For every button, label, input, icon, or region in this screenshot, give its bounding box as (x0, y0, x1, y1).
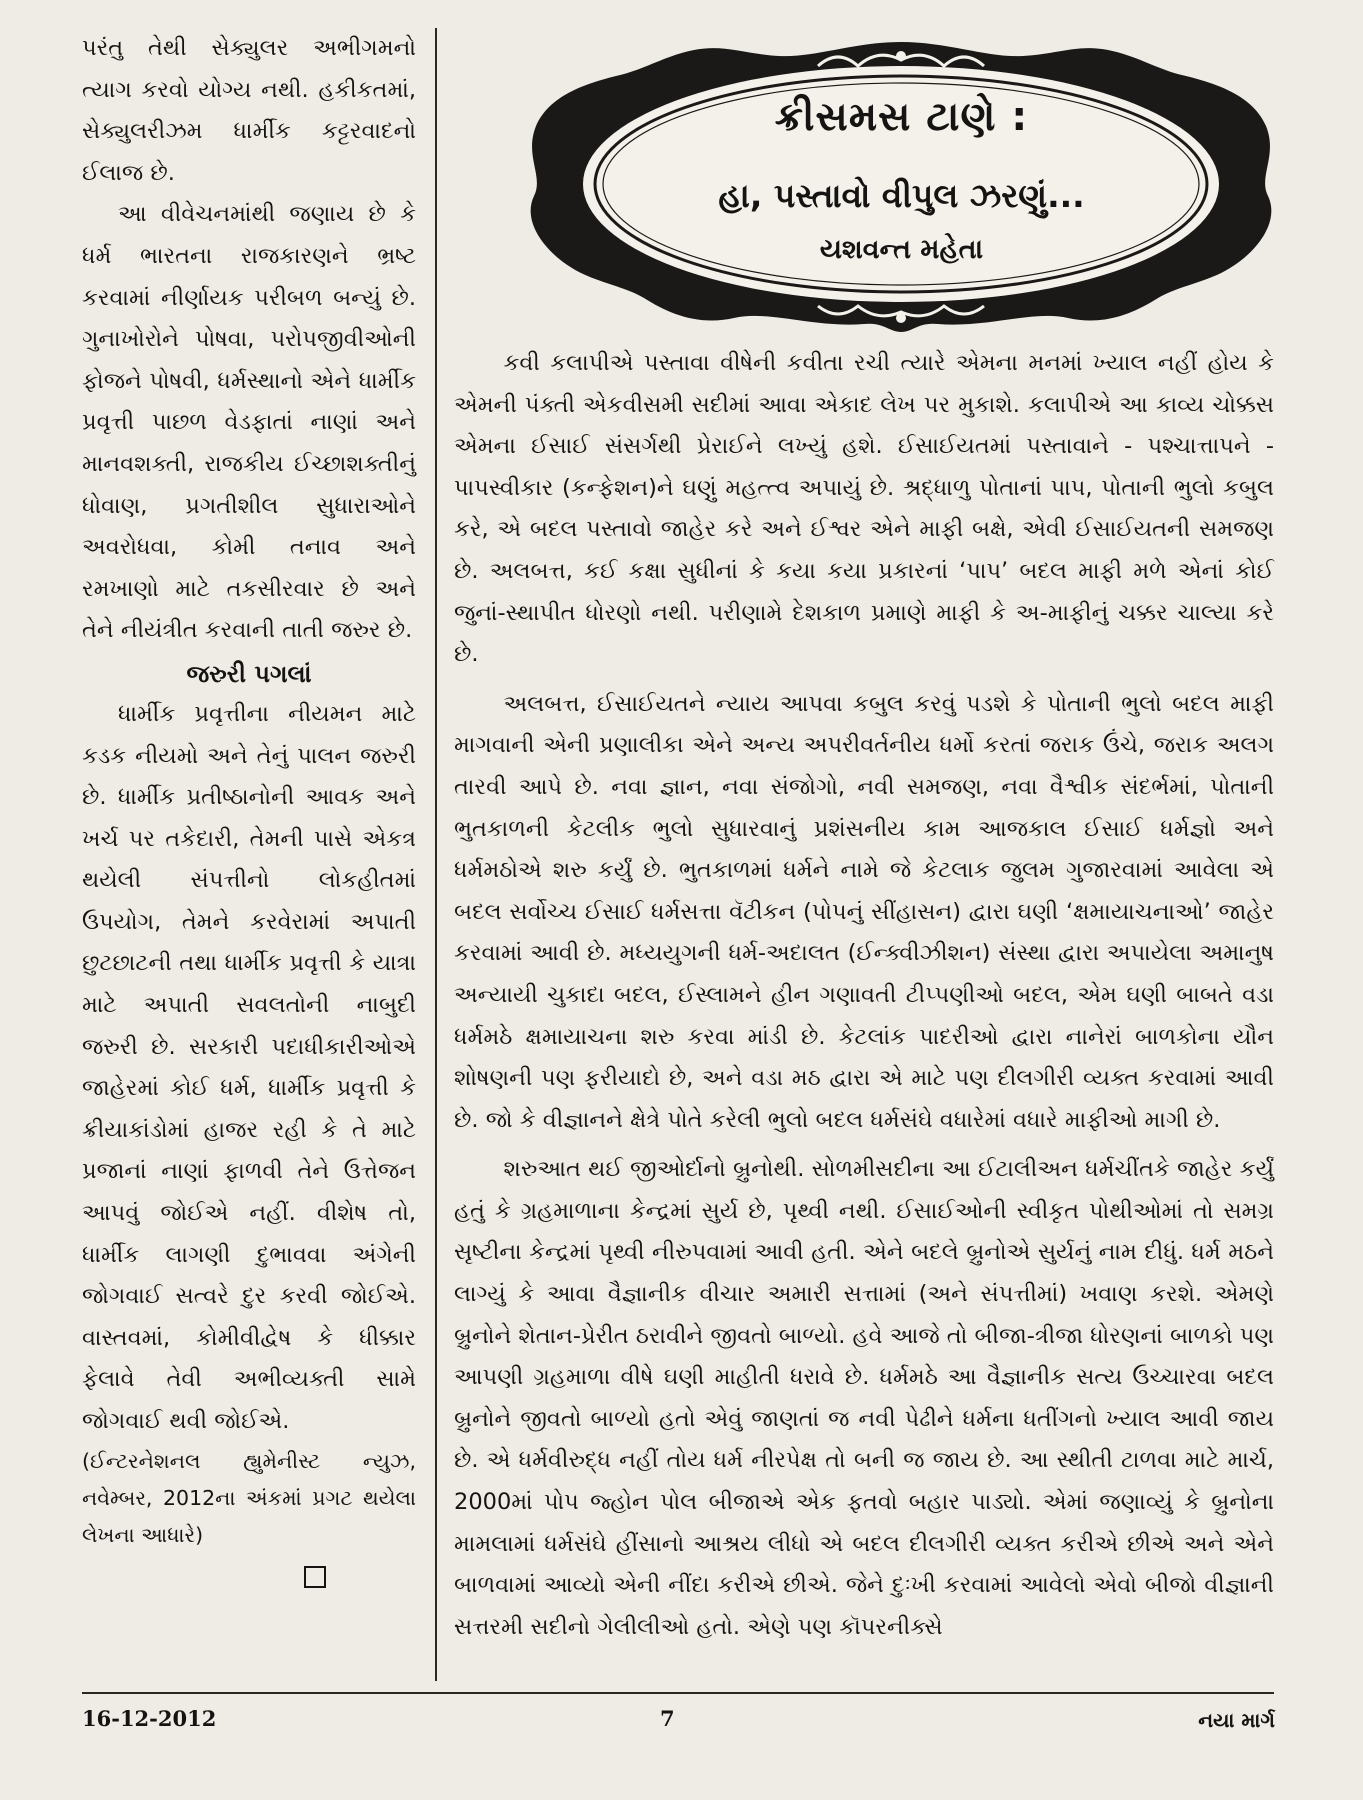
article-title: ક્રીસમસ ટાણે : (774, 94, 1029, 140)
footer-divider (82, 1692, 1274, 1694)
column-divider (435, 28, 437, 1681)
page-number: 7 (660, 1706, 675, 1731)
article-body (454, 343, 1274, 1656)
publication-name: નયા માર્ગ (1198, 1708, 1275, 1732)
source-note: (ઈન્ટરનેશનલ હ્યુમેનીસ્ટ ન્યુઝ, નવેમ્બર, 2012ના અંકમાં પ્રગટ થયેલા લેખના આધારે) (82, 1448, 416, 1547)
left-column (82, 28, 416, 1588)
end-of-article-mark (304, 1566, 326, 1588)
article-paragraph-1: કવી કલાપીએ પસ્તાવા વીષેની કવીતા રચી ત્યારે એમના મનમાં ખ્યાલ નહીં હોય કે એમની પંક્તી એકવીસમી સદીમાં આવા એકાદ લેખ પર મુકાશે. કલાપીએ આ કાવ્ય ચોક્કસ એમના ઈસાઈ સંસર્ગથી પ્રેરાઈને લખ્યું હશે. ઈસાઈયતમાં પસ્તાવાને - પશ્ચાત્તાપને - પાપસ્વીકાર (કન્ફેશન)ને ઘણું મહત્ત્વ અપાયું છે. શ્રદ્ધાળુ પોતાનાં પાપ, પોતાની ભુલો કબુલ કરે, એ બદલ પસ્તાવો જાહેર કરે અને ઈશ્વર એને માફી બક્ષે, એવી ઈસાઈયતની સમજણ છે. અલબત્ત, કઈ કક્ષા સુધીનાં કે કયા કયા પ્રકારનાં ‘પાપ’ બદલ માફી મળે એનાં કોઈ જુનાં-સ્થાપીત ધોરણો નથી. પરીણામે દેશકાળ પ્રમાણે માફી કે અ-માફીનું ચક્કર ચાલ્યા કરે છે. (454, 350, 1274, 668)
article-paragraph-2: અલબત્ત, ઈસાઈયતને ન્યાય આપવા કબુલ કરવું પડશે કે પોતાની ભુલો બદલ માફી માગવાની એની પ્રણાલીકા એને અન્ય અપરીવર્તનીય ધર્મો કરતાં જરાક ઉંચે, જરાક અલગ તારવી આપે છે. નવા જ્ઞાન, નવા સંજોગો, નવી સમજણ, નવા વૈશ્વીક સંદર્ભમાં, પોતાની ભુતકાળની કેટલીક ભુલો સુધારવાનું પ્રશંસનીય કામ આજકાલ ઈસાઈ ધર્મજ્ઞો અને ધર્મમઠોએ શરુ કર્યું છે. ભુતકાળમાં ધર્મને નામે જે કેટલાક જુલમ ગુજારવામાં આવેલા એ બદલ સર્વોચ્ચ ઈસાઈ ધર્મસત્તા વૅટીકન (પોપનું સીંહાસન) દ્વારા ઘણી ‘ક્ષમાયાચનાઓ’ જાહેર કરવામાં આવી છે. મધ્યયુગની ધર્મ-અદાલત (ઈન્ક્વીઝીશન) સંસ્થા દ્વારા અપાયેલા અમાનુષ અન્યાયી ચુકાદા બદલ, ઈસ્લામને હીન ગણાવતી ટીપ્પણીઓ બદલ, એમ ઘણી બાબતે વડા ધર્મમઠે ક્ષમાયાચના શરુ કરવા માંડી છે. કેટલાંક પાદરીઓ દ્વારા નાનેરાં બાળકોના યૌન શોષણની પણ ફરીયાદો છે, અને વડા મઠ દ્વારા એ માટે પણ દીલગીરી વ્યક્ત કરવામાં આવી છે. જો કે વીજ્ઞાનને ક્ષેત્રે પોતે કરેલી ભુલો બદલ ધર્મસંઘે વધારેમાં વધારે માફીઓ માગી છે. (454, 690, 1274, 1133)
issue-date: 16-12-2012 (82, 1706, 217, 1731)
title-cartouche (518, 36, 1285, 332)
section-heading: જરુરી પગલાં (186, 659, 312, 688)
left-paragraph-3: ધાર્મીક પ્રવૃત્તીના નીયમન માટે કડક નીયમો અને તેનું પાલન જરુરી છે. ધાર્મીક પ્રતીષ્ઠાનોની આવક અને ખર્ચ પર તકેદારી, તેમની પાસે એકત્ર થયેલી સંપત્તીનો લોકહીતમાં ઉપયોગ, તેમને કરવેરામાં અપાતી છુટછાટની તથા ધાર્મીક પ્રવૃત્તી કે યાત્રા માટે અપાતી સવલતોની નાબુદી જરુરી છે. સરકારી પદાધીકારીઓએ જાહેરમાં કોઈ ધર્મ, ધાર્મીક પ્રવૃત્તી કે ક્રીયાકાંડોમાં હાજર રહી કે તે માટે પ્રજાનાં નાણાં ફાળવી તેને ઉત્તેજન આપવું જોઈએ નહીં. વીશેષ તો, ધાર્મીક લાગણી દુભાવવા અંગેની જોગવાઈ સત્વરે દુર કરવી જોઈએ. વાસ્તવમાં, કોમીવીદ્વેષ કે ધીક્કાર ફેલાવે તેવી અભીવ્યક્તી સામે જોગવાઈ થવી જોઈએ. (82, 700, 416, 1434)
left-paragraph-2: આ વીવેચનમાંથી જણાય છે કે ધર્મ ભારતના રાજકારણને ભ્રષ્ટ કરવામાં નીર્ણાયક પરીબળ બન્યું છે. ગુનાખોરોને પોષવા, પરોપજીવીઓની ફોજને પોષવી, ધર્મસ્થાનો એને ધાર્મીક પ્રવૃત્તી પાછળ વેડફાતાં નાણાં અને માનવશક્તી, રાજકીય ઈચ્છાશક્તીનું ધોવાણ, પ્રગતીશીલ સુધારાઓને અવરોધવા, કોમી તનાવ અને રમખાણો માટે તકસીરવાર છે અને તેને નીયંત્રીત કરવાની તાતી જરુર છે. (82, 201, 416, 644)
article-subtitle: હા, પસ્તાવો વીપુલ ઝરણું... (718, 176, 1085, 215)
article-author: યશવન્ત મહેતા (819, 234, 984, 265)
left-paragraph-1: પરંતુ તેથી સેક્યુલર અભીગમનો ત્યાગ કરવો યોગ્ય નથી. હકીકતમાં, સેક્યુલરીઝમ ધાર્મીક કટ્ટરવાદનો ઈલાજ છે. (82, 35, 416, 186)
article-paragraph-3: શરુઆત થઈ જીઓર્દાનો બ્રુનોથી. સોળમીસદીના આ ઈટાલીઅન ધર્મચીંતકે જાહેર કર્યું હતું કે ગ્રહમાળાના કેન્દ્રમાં સુર્ય છે, પૃથ્વી નથી. ઈસાઈઓની સ્વીકૃત પોથીઓમાં તો સમગ્ર સૃષ્ટીના કેન્દ્રમાં પૃથ્વી નીરુપવામાં આવી હતી. એને બદલે બ્રુનોએ સુર્યનું નામ દીધું. ધર્મ મઠને લાગ્યું કે આવા વૈજ્ઞાનીક વીચાર અમારી સત્તામાં (અને સંપત્તીમાં) ખવાણ કરશે. એમણે બ્રુનોને શેતાન-પ્રેરીત ઠરાવીને જીવતો બાળ્યો. હવે આજે તો બીજા-ત્રીજા ધોરણનાં બાળકો પણ આપણી ગ્રહમાળા વીષે ઘણી માહીતી ધરાવે છે. ધર્મમઠે આ વૈજ્ઞાનીક સત્ય ઉચ્ચારવા બદલ બ્રુનોને જીવતો બાળ્યો હતો એવું જાણતાં જ નવી પેઢીને ધર્મના ધતીંગનો ખ્યાલ આવી જાય છે. એ ધર્મવીરુદ્ધ નહીં તોય ધર્મ નીરપેક્ષ તો બની જ જાય છે. આ સ્થીતી ટાળવા માટે માર્ચ, 2000માં પોપ જ્હોન પોલ બીજાએ એક ફતવો બહાર પાડ્યો. એમાં જણાવ્યું કે બ્રુનોના મામલામાં ધર્મસંઘે હીંસાનો આશ્રય લીધો એ બદલ દીલગીરી વ્યક્ત કરીએ છીએ અને એને બાળવામાં આવ્યો એની નીંદા કરીએ છીએ. જેને દુઃખી કરવામાં આવેલો એવો બીજો વીજ્ઞાની સત્તરમી સદીનો ગેલીલીઓ હતો. એણે પણ કૉપરનીક્સે (454, 1156, 1274, 1640)
